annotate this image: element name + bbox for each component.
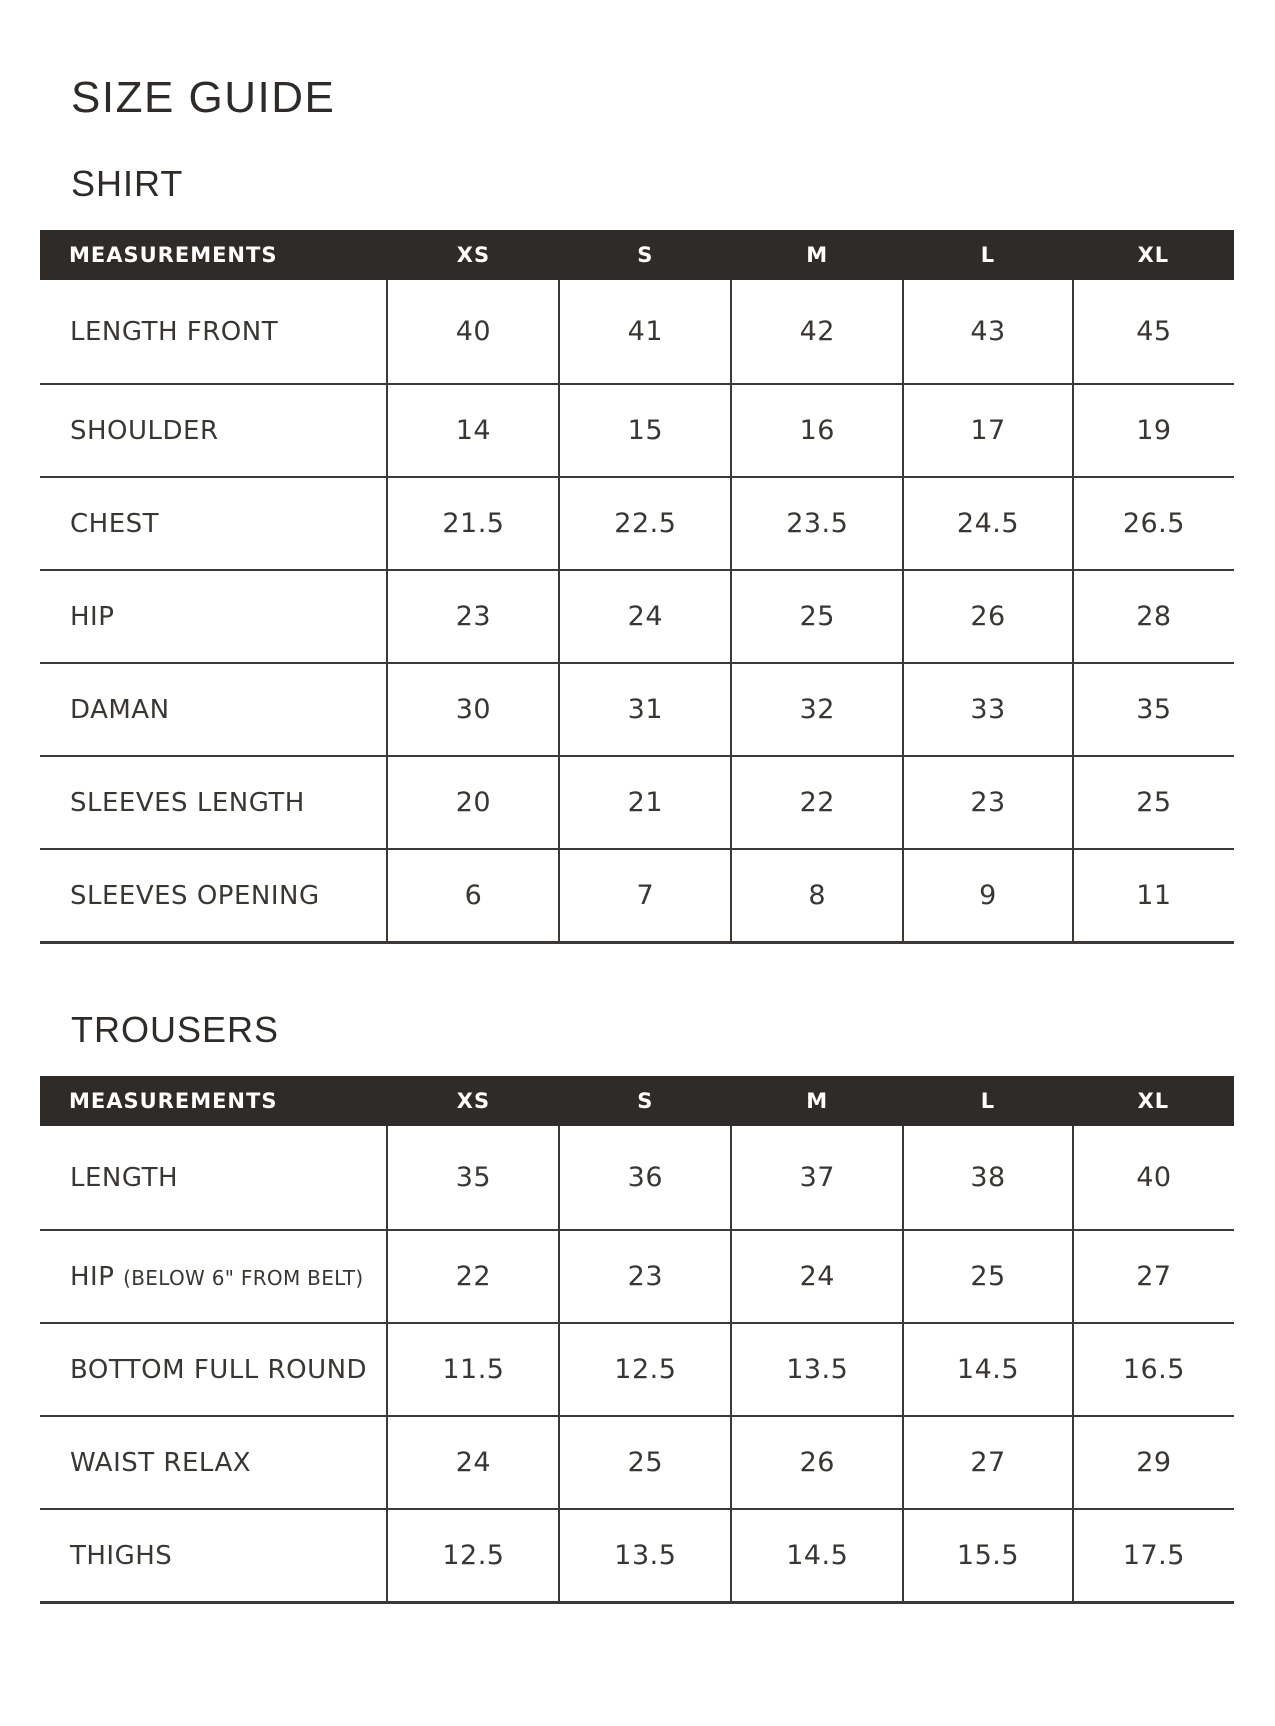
measurement-value: 26: [731, 1416, 903, 1509]
measurement-value: 25: [559, 1416, 731, 1509]
measurement-value: 23: [387, 570, 559, 663]
measurement-label: LENGTH: [70, 1162, 179, 1193]
measurement-value: 7: [559, 849, 731, 943]
measurement-value: 24: [559, 570, 731, 663]
page-title: SIZE GUIDE: [71, 73, 336, 122]
measurement-label: SHOULDER: [40, 384, 387, 477]
measurement-value: 23: [903, 756, 1073, 849]
column-header-s: S: [559, 230, 731, 280]
measurement-value: 9: [903, 849, 1073, 943]
shirt-header-row: [40, 230, 1234, 280]
shirt-section: [40, 163, 1234, 944]
column-header-xl: XL: [1073, 230, 1234, 280]
column-header-s: S: [559, 1076, 731, 1126]
measurement-value: 36: [559, 1126, 731, 1230]
column-header-measurements: MEASUREMENTS: [40, 1076, 387, 1126]
table-row: [40, 477, 1234, 570]
column-header-l: L: [903, 1076, 1073, 1126]
measurement-value: 22: [731, 756, 903, 849]
measurement-value: 16.5: [1073, 1323, 1234, 1416]
size-guide-page: [0, 73, 1275, 1604]
measurement-value: 12.5: [387, 1509, 559, 1603]
measurement-value: 43: [903, 280, 1073, 384]
measurement-value: 17.5: [1073, 1509, 1234, 1603]
column-header-xs: XS: [387, 1076, 559, 1126]
measurement-label: DAMAN: [40, 663, 387, 756]
measurement-label-note: (BELOW 6" FROM BELT): [123, 1265, 364, 1290]
measurement-value: 25: [1073, 756, 1234, 849]
measurement-value: 31: [559, 663, 731, 756]
measurement-value: 24: [387, 1416, 559, 1509]
table-row: [40, 663, 1234, 756]
measurement-value: 40: [1073, 1126, 1234, 1230]
column-header-m: M: [731, 230, 903, 280]
measurement-value: 41: [559, 280, 731, 384]
measurement-value: 17: [903, 384, 1073, 477]
measurement-value: 28: [1073, 570, 1234, 663]
measurement-label: THIGHS: [40, 1509, 387, 1603]
column-header-xs: XS: [387, 230, 559, 280]
measurement-value: 14: [387, 384, 559, 477]
measurement-value: 19: [1073, 384, 1234, 477]
measurement-value: 37: [731, 1126, 903, 1230]
measurement-label: WAIST RELAX: [40, 1416, 387, 1509]
measurement-value: 15: [559, 384, 731, 477]
measurement-label: SLEEVES LENGTH: [40, 756, 387, 849]
measurement-value: 11: [1073, 849, 1234, 943]
measurement-value: 25: [903, 1230, 1073, 1323]
table-row: [40, 280, 1234, 384]
measurement-value: 30: [387, 663, 559, 756]
column-header-xl: XL: [1073, 1076, 1234, 1126]
measurement-value: 32: [731, 663, 903, 756]
measurement-value: 22: [387, 1230, 559, 1323]
measurement-value: 26: [903, 570, 1073, 663]
column-header-l: L: [903, 230, 1073, 280]
measurement-value: 26.5: [1073, 477, 1234, 570]
measurement-value: 24: [731, 1230, 903, 1323]
trousers-header-row: [40, 1076, 1234, 1126]
measurement-label: HIP: [40, 570, 387, 663]
measurement-value: 23: [559, 1230, 731, 1323]
measurement-value: 11.5: [387, 1323, 559, 1416]
measurement-value: 21.5: [387, 477, 559, 570]
table-row: [40, 1416, 1234, 1509]
table-row: [40, 384, 1234, 477]
trousers-size-table: [40, 1076, 1234, 1604]
trousers-heading: TROUSERS: [71, 1009, 280, 1050]
measurement-value: 27: [1073, 1230, 1234, 1323]
measurement-value: 12.5: [559, 1323, 731, 1416]
measurement-value: 13.5: [559, 1509, 731, 1603]
measurement-value: 20: [387, 756, 559, 849]
shirt-heading: SHIRT: [71, 163, 184, 204]
measurement-value: 14.5: [903, 1323, 1073, 1416]
shirt-size-table: [40, 230, 1234, 944]
measurement-value: 15.5: [903, 1509, 1073, 1603]
measurement-value: 40: [387, 280, 559, 384]
measurement-label: [40, 1230, 387, 1323]
measurement-label: SLEEVES OPENING: [40, 849, 387, 943]
measurement-value: 8: [731, 849, 903, 943]
measurement-label: CHEST: [40, 477, 387, 570]
measurement-label-main: HIP: [70, 1261, 115, 1292]
measurement-value: 16: [731, 384, 903, 477]
table-row: [40, 849, 1234, 943]
table-row: [40, 1230, 1234, 1323]
measurement-value: 33: [903, 663, 1073, 756]
measurement-value: 27: [903, 1416, 1073, 1509]
measurement-value: 13.5: [731, 1323, 903, 1416]
column-header-m: M: [731, 1076, 903, 1126]
table-row: [40, 1323, 1234, 1416]
measurement-value: 22.5: [559, 477, 731, 570]
measurement-value: 29: [1073, 1416, 1234, 1509]
table-row: [40, 756, 1234, 849]
measurement-value: 38: [903, 1126, 1073, 1230]
trousers-section: [40, 1009, 1234, 1604]
table-row: [40, 1509, 1234, 1603]
measurement-value: 24.5: [903, 477, 1073, 570]
measurement-label: LENGTH FRONT: [70, 316, 279, 347]
table-row: [40, 1126, 1234, 1230]
table-row: [40, 570, 1234, 663]
measurement-value: 35: [1073, 663, 1234, 756]
measurement-label: BOTTOM FULL ROUND: [40, 1323, 387, 1416]
measurement-value: 42: [731, 280, 903, 384]
measurement-value: 23.5: [731, 477, 903, 570]
measurement-value: 45: [1073, 280, 1234, 384]
measurement-value: 14.5: [731, 1509, 903, 1603]
measurement-value: 6: [387, 849, 559, 943]
column-header-measurements: MEASUREMENTS: [40, 230, 387, 280]
measurement-value: 21: [559, 756, 731, 849]
measurement-value: 35: [387, 1126, 559, 1230]
measurement-value: 25: [731, 570, 903, 663]
